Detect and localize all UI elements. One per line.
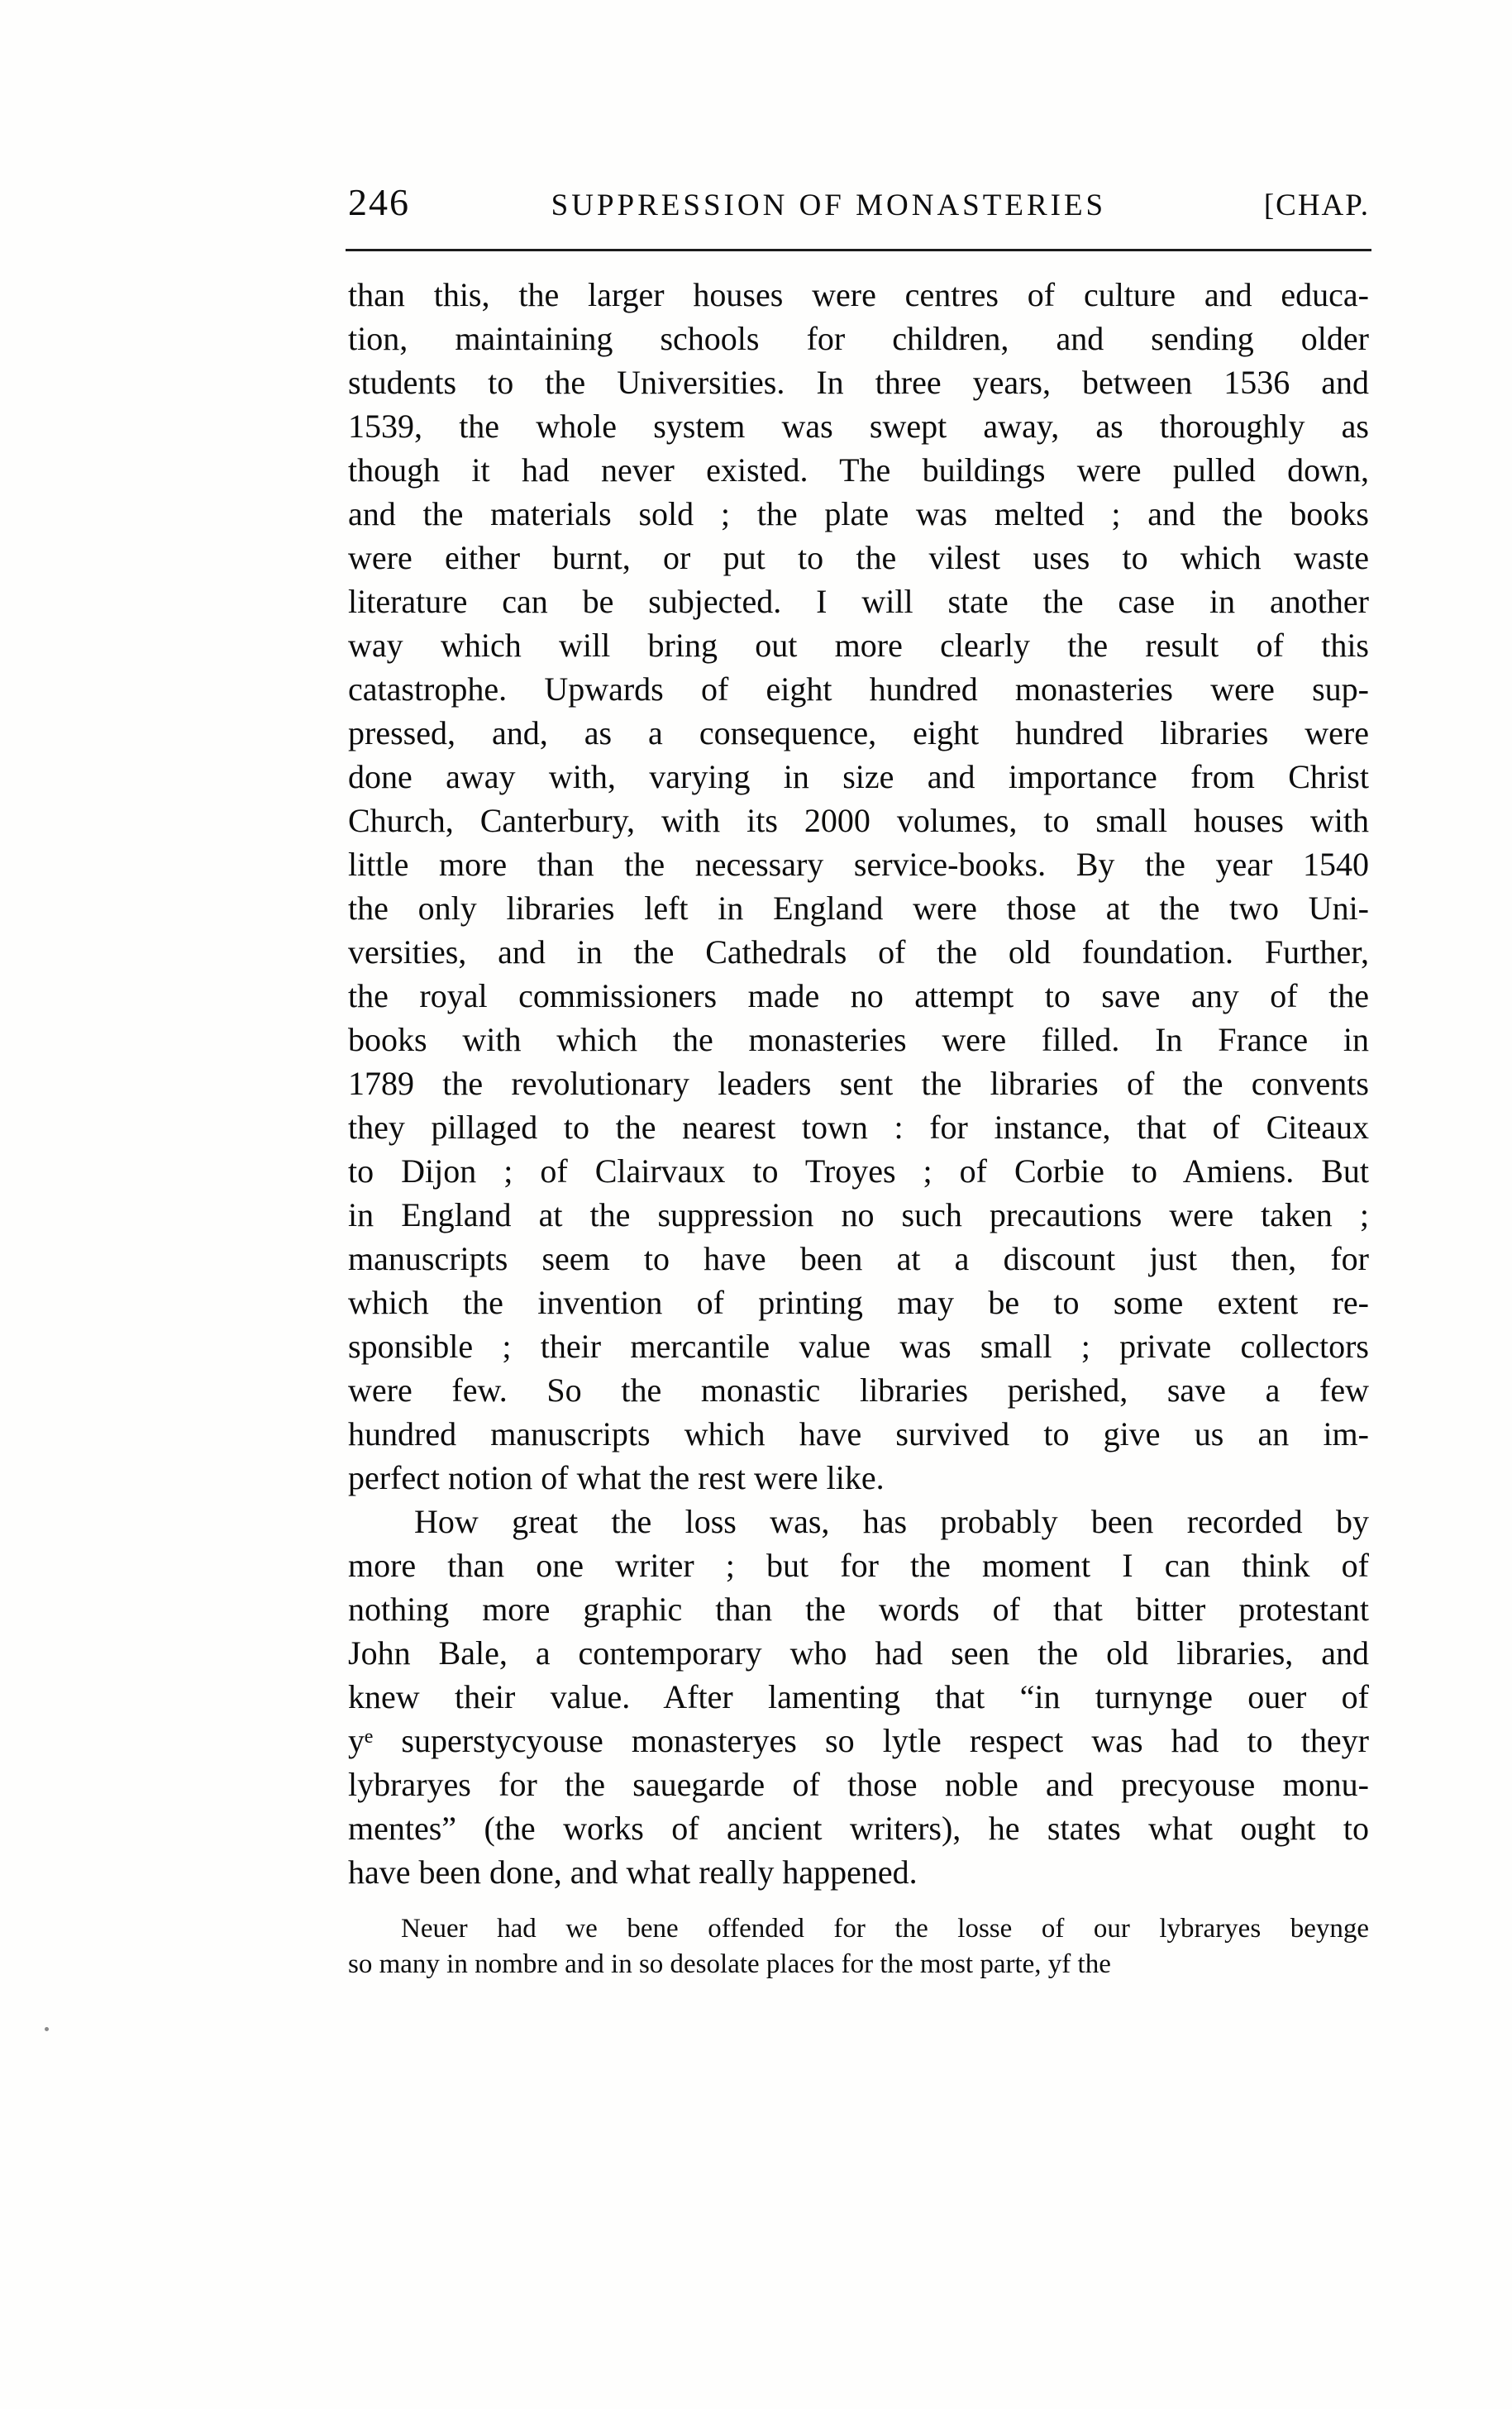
text-line: done away with, varying in size and importance from Christ (348, 758, 1369, 795)
text-line: yᵉ superstycyouse monasteryes so lytle respect was had to theyr (348, 1722, 1369, 1759)
text-line: which the invention of printing may be to some extent re- (348, 1284, 1369, 1321)
text-line: perfect notion of what the rest were like. (348, 1459, 885, 1496)
text-line: books with which the monasteries were filled. In France in (348, 1021, 1369, 1058)
text-line: How great the loss was, has probably been recorded by (414, 1503, 1369, 1540)
text-line: literature can be subjected. I will state the case in another (348, 583, 1369, 620)
text-line: John Bale, a contemporary who had seen the old libraries, and (348, 1634, 1369, 1672)
text-line: nothing more graphic than the words of that bitter protestant (348, 1591, 1369, 1628)
scan-speck (45, 2027, 49, 2031)
text-line: the royal commissioners made no attempt to save any of the (348, 977, 1369, 1014)
paragraph (348, 1500, 1369, 1894)
text-line: 1539, the whole system was swept away, as thoroughly as (348, 408, 1369, 445)
text-line: though it had never existed. The buildings were pulled down, (348, 451, 1369, 489)
text-line: students to the Universities. In three years, between 1536 and (348, 364, 1369, 401)
text-line: Church, Canterbury, with its 2000 volumes, to small houses with (348, 802, 1369, 839)
text-line: they pillaged to the nearest town : for instance, that of Citeaux (348, 1109, 1369, 1146)
text-line: the only libraries left in England were those at the two Uni- (348, 890, 1369, 927)
block-quote (348, 1911, 1369, 1982)
text-line: and the materials sold ; the plate was melted ; and the books (348, 495, 1369, 532)
text-line: lybraryes for the sauegarde of those noble and precyouse monu- (348, 1766, 1369, 1803)
header-rule (346, 249, 1371, 251)
text-line: knew their value. After lamenting that “in turnynge ouer of (348, 1678, 1369, 1715)
text-line: pressed, and, as a consequence, eight hundred libraries were (348, 714, 1369, 751)
text-line: more than one writer ; but for the moment I can think of (348, 1547, 1369, 1584)
text-line: than this, the larger houses were centres of culture and educa- (348, 276, 1369, 313)
chapter-marker: [CHAP. (1263, 188, 1370, 222)
text-line: catastrophe. Upwards of eight hundred monasteries were sup- (348, 670, 1369, 708)
text-line: Neuer had we bene offended for the losse of our lybraryes beynge (401, 1914, 1369, 1944)
text-line: little more than the necessary service-books. By the year 1540 (348, 846, 1369, 883)
text-line: sponsible ; their mercantile value was small ; private collectors (348, 1328, 1369, 1365)
text-line: versities, and in the Cathedrals of the old foundation. Further, (348, 933, 1369, 971)
page-number: 246 (348, 181, 410, 223)
text-line: to Dijon ; of Clairvaux to Troyes ; of Corbie to Amiens. But (348, 1152, 1369, 1190)
text-line: hundred manuscripts which have survived to give us an im- (348, 1415, 1369, 1453)
text-line: mentes” (the works of ancient writers), he states what ought to (348, 1810, 1369, 1847)
text-line: tion, maintaining schools for children, and sending older (348, 320, 1369, 357)
page-header (348, 180, 1370, 224)
paragraph (348, 273, 1369, 1500)
running-title: SUPPRESSION OF MONASTERIES (551, 188, 1107, 222)
text-line: manuscripts seem to have been at a discount just then, for (348, 1240, 1369, 1277)
text-line: have been done, and what really happened. (348, 1853, 918, 1891)
text-line: were few. So the monastic libraries perished, save a few (348, 1371, 1369, 1409)
text-line: in England at the suppression no such precautions were taken ; (348, 1196, 1369, 1233)
text-line: were either burnt, or put to the vilest uses to which waste (348, 539, 1369, 576)
text-line: so many in nombre and in so desolate places for the most parte, yf the (348, 1949, 1111, 1979)
text-line: way which will bring out more clearly the result of this (348, 627, 1369, 664)
page-body (348, 273, 1369, 1982)
text-line: 1789 the revolutionary leaders sent the libraries of the convents (348, 1065, 1369, 1102)
